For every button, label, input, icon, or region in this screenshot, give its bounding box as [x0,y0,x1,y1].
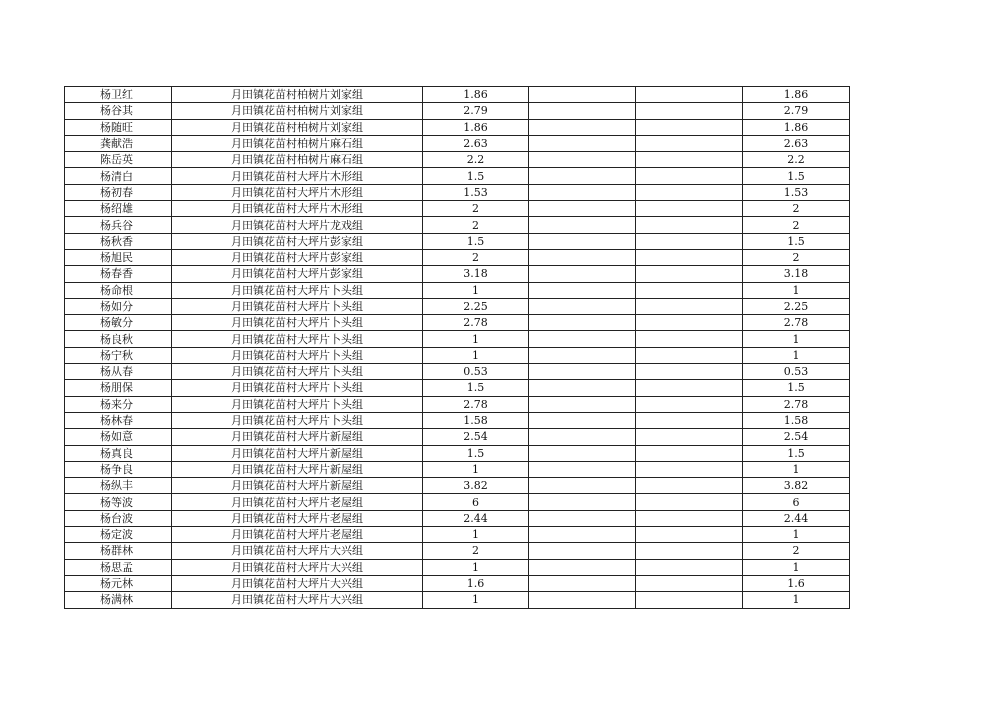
table-row [65,266,850,282]
area-cell[interactable]: 3.82 [423,478,529,494]
area-cell[interactable]: 0.53 [423,364,529,380]
address-cell[interactable]: 月田镇花苗村大坪片新屋组 [172,461,423,477]
empty-cell[interactable] [529,201,636,217]
total-cell[interactable]: 3.18 [743,266,850,282]
area-cell[interactable]: 1 [423,331,529,347]
total-cell[interactable]: 1 [743,527,850,543]
empty-cell[interactable] [529,478,636,494]
empty-cell[interactable] [529,298,636,314]
name-cell[interactable]: 杨纵丰 [65,478,172,494]
total-cell[interactable]: 1.86 [743,87,850,103]
area-cell[interactable]: 1.5 [423,445,529,461]
empty-cell[interactable] [636,315,743,331]
address-cell[interactable]: 月田镇花苗村大坪片大兴组 [172,559,423,575]
total-cell[interactable]: 2 [743,249,850,265]
total-cell[interactable]: 1.86 [743,119,850,135]
name-cell[interactable]: 杨敏分 [65,315,172,331]
total-cell[interactable]: 1.5 [743,380,850,396]
address-cell[interactable]: 月田镇花苗村大坪片新屋组 [172,429,423,445]
name-cell[interactable]: 杨随旺 [65,119,172,135]
empty-cell[interactable] [636,559,743,575]
empty-cell[interactable] [636,331,743,347]
address-cell[interactable]: 月田镇花苗村大坪片卜头组 [172,315,423,331]
area-cell[interactable]: 2 [423,201,529,217]
empty-cell[interactable] [636,119,743,135]
name-cell[interactable]: 杨元林 [65,575,172,591]
table-row [65,282,850,298]
table-row [65,527,850,543]
address-cell[interactable]: 月田镇花苗村柏树片刘家组 [172,103,423,119]
address-cell[interactable]: 月田镇花苗村大坪片彭家组 [172,266,423,282]
empty-cell[interactable] [529,152,636,168]
total-cell[interactable]: 1 [743,282,850,298]
area-cell[interactable]: 2.44 [423,510,529,526]
area-cell[interactable]: 2 [423,249,529,265]
total-cell[interactable]: 2.2 [743,152,850,168]
area-cell[interactable]: 2.79 [423,103,529,119]
empty-cell[interactable] [529,543,636,559]
name-cell[interactable]: 陈岳英 [65,152,172,168]
name-cell[interactable]: 杨秋香 [65,233,172,249]
table-row [65,103,850,119]
name-cell[interactable]: 杨如分 [65,298,172,314]
empty-cell[interactable] [529,184,636,200]
table-row [65,184,850,200]
table-row [65,201,850,217]
table-row [65,380,850,396]
empty-cell[interactable] [636,168,743,184]
total-cell[interactable]: 2.25 [743,298,850,314]
total-cell[interactable]: 1 [743,461,850,477]
area-cell[interactable]: 2.25 [423,298,529,314]
name-cell[interactable]: 杨春香 [65,266,172,282]
empty-cell[interactable] [636,201,743,217]
table-row [65,396,850,412]
name-cell[interactable]: 杨宁秋 [65,347,172,363]
table-row [65,575,850,591]
name-cell[interactable]: 杨朋保 [65,380,172,396]
name-cell[interactable]: 杨来分 [65,396,172,412]
area-cell[interactable]: 2.2 [423,152,529,168]
empty-cell[interactable] [636,575,743,591]
total-cell[interactable]: 1 [743,592,850,608]
address-cell[interactable]: 月田镇花苗村大坪片卜头组 [172,331,423,347]
empty-cell[interactable] [636,266,743,282]
name-cell[interactable]: 杨良秋 [65,331,172,347]
spreadsheet-page [64,86,849,609]
total-cell[interactable]: 2.78 [743,396,850,412]
empty-cell[interactable] [636,494,743,510]
name-cell[interactable]: 杨旭民 [65,249,172,265]
empty-cell[interactable] [529,347,636,363]
empty-cell[interactable] [529,282,636,298]
total-cell[interactable]: 3.82 [743,478,850,494]
total-cell[interactable]: 2.63 [743,135,850,151]
empty-cell[interactable] [529,315,636,331]
table-row [65,478,850,494]
area-cell[interactable]: 1 [423,592,529,608]
area-cell[interactable]: 1.6 [423,575,529,591]
table-row [65,233,850,249]
empty-cell[interactable] [529,575,636,591]
empty-cell[interactable] [529,331,636,347]
address-cell[interactable]: 月田镇花苗村大坪片卜头组 [172,347,423,363]
empty-cell[interactable] [529,592,636,608]
table-row [65,494,850,510]
total-cell[interactable]: 1 [743,331,850,347]
empty-cell[interactable] [529,494,636,510]
total-cell[interactable]: 1.6 [743,575,850,591]
total-cell[interactable]: 0.53 [743,364,850,380]
address-cell[interactable]: 月田镇花苗村大坪片龙戏组 [172,217,423,233]
address-cell[interactable]: 月田镇花苗村大坪片老屋组 [172,494,423,510]
table-row [65,249,850,265]
total-cell[interactable]: 2 [743,217,850,233]
area-cell[interactable]: 1.53 [423,184,529,200]
empty-cell[interactable] [636,298,743,314]
address-cell[interactable]: 月田镇花苗村大坪片老屋组 [172,527,423,543]
empty-cell[interactable] [636,135,743,151]
address-cell[interactable]: 月田镇花苗村柏树片麻石组 [172,152,423,168]
data-table [64,86,850,609]
empty-cell[interactable] [529,103,636,119]
empty-cell[interactable] [636,412,743,428]
address-cell[interactable]: 月田镇花苗村大坪片老屋组 [172,510,423,526]
table-body [65,87,850,609]
empty-cell[interactable] [529,168,636,184]
address-cell[interactable]: 月田镇花苗村大坪片大兴组 [172,575,423,591]
empty-cell[interactable] [529,559,636,575]
address-cell[interactable]: 月田镇花苗村大坪片新屋组 [172,478,423,494]
empty-cell[interactable] [636,527,743,543]
empty-cell[interactable] [636,282,743,298]
empty-cell[interactable] [636,445,743,461]
address-cell[interactable]: 月田镇花苗村大坪片木形组 [172,168,423,184]
empty-cell[interactable] [636,152,743,168]
total-cell[interactable]: 1.5 [743,233,850,249]
empty-cell[interactable] [529,412,636,428]
empty-cell[interactable] [529,396,636,412]
empty-cell[interactable] [636,592,743,608]
total-cell[interactable]: 1 [743,347,850,363]
area-cell[interactable]: 1 [423,527,529,543]
total-cell[interactable]: 1.5 [743,445,850,461]
table-row [65,168,850,184]
empty-cell[interactable] [529,527,636,543]
area-cell[interactable]: 1 [423,461,529,477]
table-row [65,592,850,608]
empty-cell[interactable] [636,87,743,103]
empty-cell[interactable] [636,233,743,249]
table-row [65,347,850,363]
empty-cell[interactable] [636,478,743,494]
empty-cell[interactable] [636,380,743,396]
name-cell[interactable]: 杨林春 [65,412,172,428]
address-cell[interactable]: 月田镇花苗村大坪片木形组 [172,201,423,217]
area-cell[interactable]: 2.78 [423,396,529,412]
address-cell[interactable]: 月田镇花苗村大坪片新屋组 [172,445,423,461]
name-cell[interactable]: 杨绍雄 [65,201,172,217]
address-cell[interactable]: 月田镇花苗村柏树片刘家组 [172,87,423,103]
area-cell[interactable]: 1.58 [423,412,529,428]
total-cell[interactable]: 1.5 [743,168,850,184]
address-cell[interactable]: 月田镇花苗村大坪片卜头组 [172,298,423,314]
address-cell[interactable]: 月田镇花苗村大坪片彭家组 [172,233,423,249]
name-cell[interactable]: 杨谷其 [65,103,172,119]
name-cell[interactable]: 杨等波 [65,494,172,510]
table-row [65,364,850,380]
empty-cell[interactable] [529,135,636,151]
area-cell[interactable]: 2.54 [423,429,529,445]
name-cell[interactable]: 杨清白 [65,168,172,184]
area-cell[interactable]: 2 [423,543,529,559]
empty-cell[interactable] [636,543,743,559]
total-cell[interactable]: 1.53 [743,184,850,200]
table-row [65,87,850,103]
table-row [65,510,850,526]
empty-cell[interactable] [636,461,743,477]
empty-cell[interactable] [529,364,636,380]
name-cell[interactable]: 杨台波 [65,510,172,526]
total-cell[interactable]: 2 [743,201,850,217]
name-cell[interactable]: 杨满林 [65,592,172,608]
table-row [65,119,850,135]
area-cell[interactable]: 3.18 [423,266,529,282]
empty-cell[interactable] [636,217,743,233]
name-cell[interactable]: 杨从春 [65,364,172,380]
area-cell[interactable]: 1.86 [423,119,529,135]
empty-cell[interactable] [529,266,636,282]
area-cell[interactable]: 1 [423,559,529,575]
empty-cell[interactable] [636,364,743,380]
address-cell[interactable]: 月田镇花苗村大坪片彭家组 [172,249,423,265]
address-cell[interactable]: 月田镇花苗村柏树片麻石组 [172,135,423,151]
area-cell[interactable]: 1.5 [423,380,529,396]
table-row [65,445,850,461]
empty-cell[interactable] [529,445,636,461]
address-cell[interactable]: 月田镇花苗村大坪片大兴组 [172,543,423,559]
area-cell[interactable]: 2 [423,217,529,233]
total-cell[interactable]: 1.58 [743,412,850,428]
area-cell[interactable]: 6 [423,494,529,510]
name-cell[interactable]: 杨初春 [65,184,172,200]
empty-cell[interactable] [529,429,636,445]
name-cell[interactable]: 杨定波 [65,527,172,543]
area-cell[interactable]: 1 [423,347,529,363]
address-cell[interactable]: 月田镇花苗村大坪片卜头组 [172,380,423,396]
address-cell[interactable]: 月田镇花苗村大坪片大兴组 [172,592,423,608]
name-cell[interactable]: 杨真良 [65,445,172,461]
table-row [65,461,850,477]
table-row [65,152,850,168]
address-cell[interactable]: 月田镇花苗村大坪片卜头组 [172,282,423,298]
name-cell[interactable]: 杨如意 [65,429,172,445]
empty-cell[interactable] [636,103,743,119]
address-cell[interactable]: 月田镇花苗村大坪片卜头组 [172,412,423,428]
address-cell[interactable]: 月田镇花苗村大坪片木形组 [172,184,423,200]
name-cell[interactable]: 杨命根 [65,282,172,298]
total-cell[interactable]: 2.79 [743,103,850,119]
total-cell[interactable]: 2.54 [743,429,850,445]
table-row [65,217,850,233]
area-cell[interactable]: 1.5 [423,233,529,249]
empty-cell[interactable] [529,217,636,233]
empty-cell[interactable] [529,119,636,135]
table-row [65,429,850,445]
address-cell[interactable]: 月田镇花苗村大坪片卜头组 [172,396,423,412]
total-cell[interactable]: 1 [743,559,850,575]
empty-cell[interactable] [636,249,743,265]
name-cell[interactable]: 杨卫红 [65,87,172,103]
table-row [65,298,850,314]
empty-cell[interactable] [636,510,743,526]
table-row [65,543,850,559]
area-cell[interactable]: 2.63 [423,135,529,151]
empty-cell[interactable] [529,233,636,249]
total-cell[interactable]: 2 [743,543,850,559]
empty-cell[interactable] [529,87,636,103]
table-row [65,412,850,428]
name-cell[interactable]: 杨思孟 [65,559,172,575]
name-cell[interactable]: 杨争良 [65,461,172,477]
empty-cell[interactable] [636,429,743,445]
area-cell[interactable]: 1.86 [423,87,529,103]
table-row [65,315,850,331]
total-cell[interactable]: 2.78 [743,315,850,331]
empty-cell[interactable] [529,461,636,477]
name-cell[interactable]: 杨群林 [65,543,172,559]
area-cell[interactable]: 2.78 [423,315,529,331]
area-cell[interactable]: 1.5 [423,168,529,184]
address-cell[interactable]: 月田镇花苗村大坪片卜头组 [172,364,423,380]
empty-cell[interactable] [636,347,743,363]
empty-cell[interactable] [636,184,743,200]
empty-cell[interactable] [529,510,636,526]
table-row [65,331,850,347]
total-cell[interactable]: 2.44 [743,510,850,526]
table-row [65,559,850,575]
name-cell[interactable]: 龚献浩 [65,135,172,151]
empty-cell[interactable] [636,396,743,412]
empty-cell[interactable] [529,249,636,265]
name-cell[interactable]: 杨兵谷 [65,217,172,233]
table-row [65,135,850,151]
area-cell[interactable]: 1 [423,282,529,298]
address-cell[interactable]: 月田镇花苗村柏树片刘家组 [172,119,423,135]
empty-cell[interactable] [529,380,636,396]
total-cell[interactable]: 6 [743,494,850,510]
